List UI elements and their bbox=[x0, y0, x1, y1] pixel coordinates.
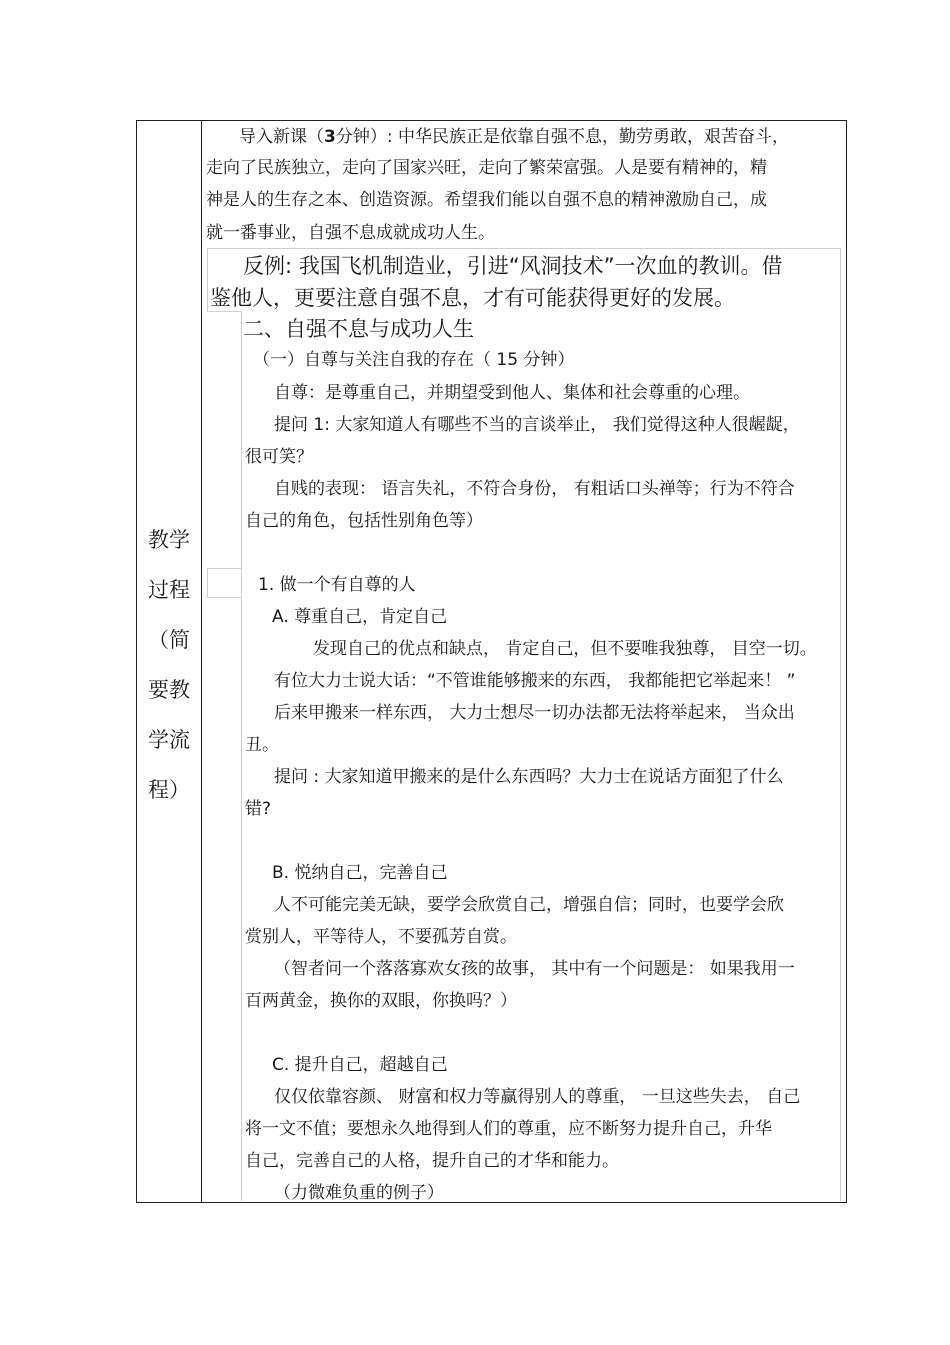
body-line: 有位大力士说大话：“不管谁能够搬来的东西， 我都能把它举起来！ ” bbox=[274, 671, 796, 691]
inner-rule bbox=[207, 311, 242, 312]
inner-rule bbox=[207, 568, 242, 569]
row-label-line: 教学 bbox=[148, 528, 190, 552]
intro-prefix: 导入新课（ bbox=[239, 127, 324, 147]
inner-rule bbox=[207, 248, 208, 312]
subpoint-heading: C. 提升自己，超越自己 bbox=[272, 1055, 448, 1075]
column-divider bbox=[201, 120, 202, 1203]
intro-rest: 分钟）: 中华民族正是依靠自强不息，勤劳勇敢，艰苦奋斗， bbox=[335, 127, 789, 147]
body-line: 自尊：是尊重自己，并期望受到他人、集体和社会尊重的心理。 bbox=[274, 383, 750, 403]
body-line: 发现自己的优点和缺点， 肯定自己，但不要唯我独尊， 目空一切。 bbox=[313, 639, 817, 659]
inner-rule bbox=[241, 311, 242, 1201]
subpoint-heading: B. 悦纳自己，完善自己 bbox=[272, 863, 448, 883]
body-line: （智者问一个落落寡欢女孩的故事， 其中有一个问题是： 如果我用一 bbox=[274, 959, 795, 979]
body-line: 仅仅依靠容颜、 财富和权力等赢得别人的尊重， 一旦这些失去， 自己 bbox=[274, 1087, 801, 1107]
inner-rule bbox=[840, 248, 841, 1201]
row-label-line: 要教 bbox=[148, 678, 190, 702]
counterexample-line: 反例: 我国飞机制造业，引进“风洞技术”一次血的教训。借 bbox=[243, 254, 783, 278]
intro-line: 神是人的生存之本、创造资源。希望我们能以自强不息的精神激励自己，成 bbox=[206, 190, 767, 210]
body-line: 赏别人，平等待人，不要孤芳自赏。 bbox=[245, 927, 517, 947]
body-line: 丑。 bbox=[245, 735, 279, 755]
intro-line: 走向了民族独立，走向了国家兴旺，走向了繁荣富强。人是要有精神的，精 bbox=[206, 158, 767, 178]
intro-line: 就一番事业，自强不息成就成功人生。 bbox=[206, 223, 495, 243]
intro-line bbox=[239, 126, 789, 148]
body-line: 自己，完善自己的人格，提升自己的才华和能力。 bbox=[245, 1151, 619, 1171]
body-line: （力微难负重的例子） bbox=[274, 1183, 444, 1203]
body-line: 百两黄金，换你的双眼，你换吗？） bbox=[245, 991, 517, 1011]
subpoint-heading: A. 尊重自己，肯定自己 bbox=[272, 607, 448, 627]
intro-minutes: 3 bbox=[324, 127, 336, 147]
row-label-line: 程） bbox=[148, 778, 190, 802]
counterexample-line: 鉴他人，更要注意自强不息，才有可能获得更好的发展。 bbox=[210, 286, 735, 310]
row-label-line: 学流 bbox=[148, 728, 190, 752]
body-line: 人不可能完美无缺，要学会欣赏自己，增强自信；同时，也要学会欣 bbox=[274, 895, 784, 915]
inner-rule bbox=[207, 568, 208, 598]
body-line: 错? bbox=[245, 799, 272, 819]
body-line: 很可笑？ bbox=[245, 447, 313, 467]
table-border bbox=[136, 120, 847, 1203]
subsection-heading: （一）自尊与关注自我的存在（ 15 分钟） bbox=[253, 350, 575, 370]
body-line: 提问 1: 大家知道人有哪些不当的言谈举止， 我们觉得这种人很龌龊， bbox=[274, 415, 800, 435]
row-label-line: 过程 bbox=[148, 578, 190, 602]
body-line: 提问 : 大家知道甲搬来的是什么东西吗？大力士在说话方面犯了什么 bbox=[274, 767, 784, 787]
body-line: 将一文不值；要想永久地得到人们的尊重，应不断努力提升自己，升华 bbox=[245, 1119, 772, 1139]
body-line: 自贱的表现： 语言失礼，不符合身份， 有粗话口头禅等；行为不符合 bbox=[274, 479, 795, 499]
body-line: 后来甲搬来一样东西， 大力士想尽一切办法都无法将举起来， 当众出 bbox=[274, 703, 795, 723]
inner-rule bbox=[207, 248, 840, 249]
body-line: 自己的角色，包括性别角色等） bbox=[245, 511, 483, 531]
point-heading: 1. 做一个有自尊的人 bbox=[258, 575, 416, 595]
section-heading: 二、自强不息与成功人生 bbox=[243, 317, 474, 341]
row-label-line: （简 bbox=[148, 628, 190, 652]
inner-rule bbox=[207, 597, 242, 598]
